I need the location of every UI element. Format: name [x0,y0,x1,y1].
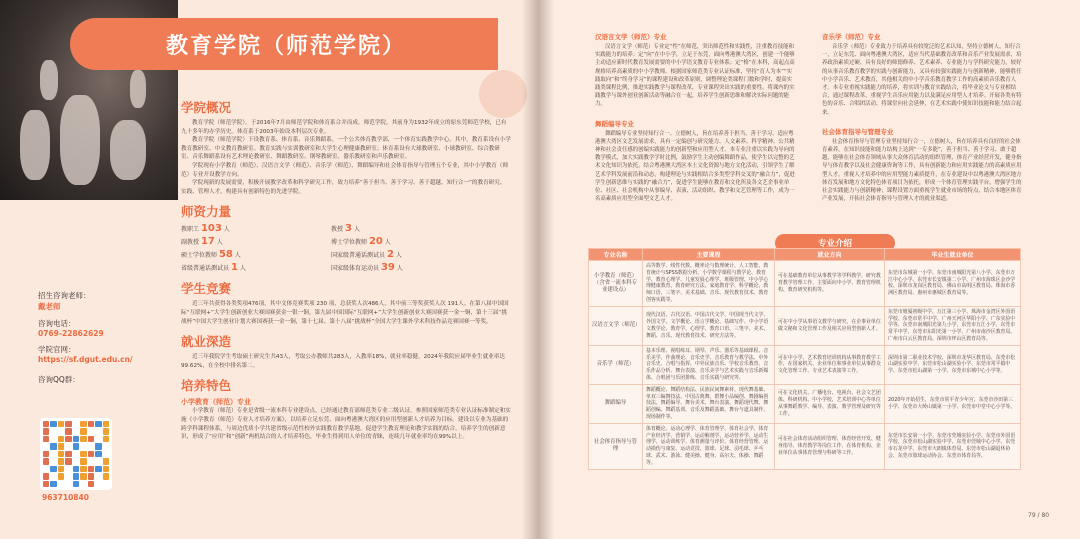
qr-module [43,473,49,479]
qr-module [50,451,56,457]
qr-module [73,466,79,472]
qq-number: 963710840 [42,493,89,502]
qr-module [43,436,49,442]
qr-module [50,421,56,427]
left-page [0,0,537,539]
qr-module [50,473,56,479]
employment-heading: 就业深造 [181,334,232,350]
career-cell: 可在中小学、艺术教育培训机构从事教育教学工作，在国家机关、企业单位和事业单位从事群众文化管理工作、专业艺术表演等工作。 [775,345,885,384]
page-number: 79 / 80 [1028,512,1050,519]
features-heading: 培养特色 [181,378,232,394]
features-text: 小学教育（师范）专业是省级一流本科专业建设点，已经通过教育部师范类专业二级认证，参照国家师范类专业认证标准制定和实施《小学教育（师范）专业人才培养方案》，以培养立足东莞、面向粤港澳大湾区的应用型创新人才培养为目标。建设以专业为基础的跨学科课程体系，与周边优质小学共建省级示范性校外实践教育教学基地，促进学生教育理论和教学实践的结合，培养学生的创新意识，形成了“应用”和“创新”两机结合的人才培养特色，毕业生得到用人单位的青睐，连续几年就业率均在99%以上。 [181,408,511,441]
career-cell: 可在文化机关、广播电台、电视台、社会文艺团体、科研机构、中小学校、艺术培训中心等单位从事舞蹈教学、编导、表演、教学管理及研究等工作。 [775,384,885,423]
overview-paragraph: 学院现有小学教育（师范）、汉语言文学（师范）、音乐学（师范）、舞蹈编导和社会体育指导与管理五个专业，其中小学教育（师范）专业开设教学方向。 [181,162,509,178]
title-banner [70,18,498,70]
employers-cell: 深圳市第二职业技术学校、深圳市龙华区教育局、东莞市松山湖实验中学、东莞市松山湖实验小学、东莞市常平镇中学、东莞市松山湖第一小学、东莞市东城中心小学等。 [885,345,1021,384]
qr-module [65,451,71,457]
major-name-cell: 社会体育指导与管理 [589,423,643,469]
qr-module [95,473,101,479]
stat-item: 国家级普通话测试员 2 人 [331,249,402,261]
qr-module [103,458,109,464]
major-heading: 社会体育指导与管理专业 [822,127,894,136]
qr-pattern [43,421,109,487]
qr-module [58,466,64,472]
overview-paragraph: 学院现新的发展需要，积极开展教学改革和科学研究工作，致力培养“善于担当、善于学习、善于超越、知行合一”的教育研究、实践、管理人才，构建具有创新特色的先进学院。 [181,180,506,195]
qr-module [88,473,94,479]
qr-module [95,436,101,442]
qr-module [58,428,64,434]
employment-text: 近三年我院学生考取硕士研究生共43人，考取公办教师共283人，入教率18%，就业率稳健，2024年我院应届毕业生就业率达99.62%，在全校中排名第二。 [181,354,505,369]
major-name-cell: 舞蹈编导 [589,384,643,423]
qr-module [50,466,56,472]
qr-module [58,451,64,457]
faculty-heading: 师资力量 [181,204,232,220]
qr-module [95,428,101,434]
qr-module [43,458,49,464]
qr-module [88,443,94,449]
contact-block [38,284,168,385]
phone-number[interactable]: 0769-22862629 [38,329,104,338]
table-row [589,306,1021,345]
career-cell: 可在基础教育单位从事教学等学科教学，研究教育教学管理工作，主要面向中小学、教育管理机构、教育研究机构等。 [775,261,885,307]
qr-module [103,451,109,457]
employers-cell: 东莞市东城第一小学、东莞市南城阳光第八小学、东莞市万江中心小学、东莞市长安镇第二小学、广州市海珠区金沙学校、深圳市龙岗区教育局、佛山市高明区教育局、珠海市香洲区教育局、惠州市惠城区教育局等。 [885,261,1021,307]
faculty-stats [181,223,511,273]
teacher-label: 招生咨询老师： [38,291,91,300]
qr-module [73,428,79,434]
qr-module [73,421,79,427]
qr-module [73,443,79,449]
overview-heading: 学院概况 [181,100,232,115]
qr-module [95,458,101,464]
qr-module [80,473,86,479]
qr-module [58,421,64,427]
qr-module [88,458,94,464]
qr-module [43,481,49,487]
competition-heading: 学生竞赛 [181,281,232,297]
majors-table-title: 专业介绍 [775,234,895,252]
career-cell: 可在社会体育活动组织管理、体育经营开发、健身指导、体育教学等岗位工作，在体育机构、企业单位从事体育管理与科研等工作。 [775,423,885,469]
courses-cell: 基本乐理、视唱练耳、钢琴、声乐、器乐等基础课程、音乐美学、作曲理论、音乐史学、音乐教育与教学法、中外音乐史、合唱与指挥、中外民族音乐、学校音乐教育、音乐作品分析、舞台表演、音乐美学与艺术实践与音乐新媒体、合唱团与乐团排练、音乐实践与研究等。 [643,345,775,384]
major-description: 社会体育指导与管理专业坚持知行合一，立德树人，旨在培养具有良好的社会体育素养，在知识技能和能力结构上达到“一专多能”，善于担当、善于学习、敢于超越，能够在社会体育领域从事大众体育活动的组织管理、体育产业经营开发，健身指导与体育教学以及社会健康咨询等工作，具有创新能力和应用实践能力的高素质应用型人才。重视人才培养中的应用型能力素质提升，在专业建设中以粤港澳大湾区地方体育发展和地方文化特色体育项目为依托，形成一个体育管理实践平台，增强学生的社会实践能力与创新精神；课程设置方面重视学生就业市场的特点，结合本地区体育产业发展，开拓社会体育指导与管理人才的就业渠道。 [822,138,1022,203]
right-column-right [822,24,1022,203]
qr-module [65,473,71,479]
qr-module [50,458,56,464]
qr-module [43,466,49,472]
qr-module [50,481,56,487]
qr-module [65,466,71,472]
qr-module [103,466,109,472]
qr-module [73,451,79,457]
courses-cell: 现代汉语、古代汉语、中国古代文学、中国现当代文学、外国文学、文学概论、语言学概论、基础写作、中小学语文教学论、教育学、心理学、教育口语、三笔字、美术、舞蹈、音乐、现代教育技术、研究方法等。 [643,306,775,345]
website-label: 学院官网： [38,345,76,354]
qr-code[interactable] [40,418,112,490]
qr-module [50,428,56,434]
qq-label: 咨询QQ群： [38,375,80,384]
table-header-row [589,249,1021,261]
features-subheading: 小学教育（师范）专业 [181,398,251,407]
qr-module [88,428,94,434]
qr-module [73,436,79,442]
major-description: 音乐学（师范）专业致力于培养具有较宽泛的艺术认知，坚持立德树人，知行合一，立足东莞、面向粤港澳大湾区，适应当代基础教育改革和音乐产业发展需求，培养政治素质过硬、具有良好的师德修养、艺术素养、专业能力与学科研究能力，较好的从事音乐教育教学的实践与创新能力，又具有较强实践能力与创新精神，能够胜任中小学音乐、艺术教育，其他相关的中小学音乐教育教学工作的高素质音乐教育人才。本专业重视实践能力的培养，将实训与教育实践结合，将毕业论文与专业相结合，通过课程改革，重视学生音乐应用能力以及满足应用型人才培养。开展各类有特色的音乐、合唱团活动、将课堂向社会延伸，在艺术实践中使知识技能和能力结合起来。 [822,44,1022,116]
teacher-name: 戴老师 [38,302,61,311]
qr-module [43,428,49,434]
column-header: 专业名称 [589,249,643,261]
website-link[interactable]: https://sf.dgut.edu.cn/ [38,355,133,364]
qr-module [88,436,94,442]
qr-module [88,421,94,427]
majors-table [588,248,1021,470]
qr-module [80,443,86,449]
qr-module [80,451,86,457]
stat-item: 博士学位教师 20 人 [331,236,391,248]
major-description: 汉语言文学（师范）专业定“性”在师范，突出师范性和实践性，注重教育技能和实践能力的培养；定“向”在中小学，立足于东莞，面向粤港澳大湾区，创建一个能够主动适应新时代教育发展需要的中小学语文教育专业体系；定“格”在本科，高起点高规格培养高素质的中小学教师。根据国家师范类专业认证标准，坚持“育人为本”“实践取向”和“终身学习”的课程建设和改革原则，调整理论类课程门数和学时，提高实践类课程比例，推进实践教学与课程改革，专业课程突出实践的重要性，将课内的实践教学与课外创业创新活动等融合在一起，培养学生创新思维和解决实际问题的能力。 [595,44,795,108]
qr-module [95,466,101,472]
qr-module [50,436,56,442]
major-heading: 汉语言文学（师范）专业 [595,33,667,41]
page-title: 教育学院（师范学院） [166,33,407,59]
qr-module [103,421,109,427]
qr-module [95,421,101,427]
qr-module [103,481,109,487]
qr-module [88,466,94,472]
qr-module [80,466,86,472]
qr-module [65,436,71,442]
qr-module [65,458,71,464]
right-column-left [595,24,797,203]
table-row [589,384,1021,423]
table-row [589,345,1021,384]
qr-module [95,481,101,487]
stat-item: 省级普通话测试员 1 人 [181,262,246,274]
qr-module [58,481,64,487]
qr-module [80,458,86,464]
qr-module [103,436,109,442]
qr-module [58,458,64,464]
major-name-cell: 音乐学（师范） [589,345,643,384]
qr-module [80,428,86,434]
courses-cell: 体育概论、运动心理学、体育管理学、体育社会学、体育产业经济学、营销学、运动解剖学、运动营养学、运动生理学、运动训练学、体育测量与评价、体育经营管理、运动损伤与康复、运动竞技、篮球、足球、羽毛球、乒乓球、武术、游泳、健美操、健身、高尔夫、体操、舞蹈等。 [643,423,775,469]
qr-module [88,451,94,457]
qr-module [95,443,101,449]
qr-module [80,421,86,427]
qr-module [65,443,71,449]
qr-module [58,443,64,449]
qr-module [73,481,79,487]
qr-module [65,481,71,487]
qr-module [73,458,79,464]
qr-module [43,443,49,449]
competition-text: 近三年共获得各类奖项476项，其中文体竞赛奖项 230 项，总获奖人次486人，其中前三等奖获奖人次 191人。在第八届中国国际“互联网+”大学生创新创业大赛国赛获金一银一铜，第九届中国国际“互联网+”大学生创新创业大赛国赛获一金一铜，第十三届“挑战杯”中国大学生创业计划大赛国赛获一金一铜，第十七届、第十八届“挑战杯”全国大学生课外学术科技作品竞赛国赛一等奖。 [181,301,509,325]
college-content [181,92,511,442]
overview-paragraph: 教育学院（师范学院）下设教育系、体育系、音乐舞蹈系，一个公共体育教学部，一个体育实践教学中心。其中，教育系设有小学教育教研室、中文教育教研室、教育实践与实训教研室和大学生心理健康教研室；体育系设有大球教研室、小球教研室、综合教研室、音乐舞蹈系设有艺术理论教研室、舞蹈教研室、钢琴教研室、器乐教研室和声乐教研室。 [181,137,511,161]
stat-item: 教授 3 人 [331,223,360,235]
column-header: 就业方向 [775,249,885,261]
qr-module [65,428,71,434]
table-row [589,423,1021,469]
qr-module [58,473,64,479]
qr-module [43,421,49,427]
major-name-cell: 汉语言文学（师范） [589,306,643,345]
stat-item: 国家级体育运动员 39 人 [331,262,403,274]
qr-module [88,481,94,487]
overview-paragraph: 教育学院（师范学院），于2016年7月由师范学院和体育系合并而成。师范学院，其前身为1932年成立的原东莞师范学校，已有九十多年的办学历史。体育系于2003年始设本科层次专业。 [181,120,507,135]
qr-module [80,481,86,487]
courses-cell: 舞蹈概论、舞蹈结构法、民族民间舞素材、现代舞基础、单双三编舞技法、中国古典舞、群舞小品编创、舞剧编创技法、舞蹈编导、舞台美术、舞台表演、舞蹈现代舞、舞蹈创编、舞蹈基训、音乐及舞蹈基础、舞台与道具制作、现场制作等。 [643,384,775,423]
qr-module [58,436,64,442]
major-name-cell: 小学教育（师范）（含省一流本科专业建设点） [589,261,643,307]
employers-cell: 东莞市塘厦初级中学、万江第三小学、珠海市金湾区外国语学校、东莞市常平中学、广州天河区华阳小学、广东实验中学等、东莞市南城阳光第九小学、东莞市万江小学、东莞市常平中学、东莞市东阳光第一小学、广州市南沙区教育局、广州市白云区教育局、深圳市坪山区教育局等。 [885,306,1021,345]
qr-module [95,451,101,457]
column-header: 主要课程 [643,249,775,261]
column-header: 毕业生就业单位 [885,249,1021,261]
table-row [589,261,1021,307]
stat-item: 硕士学位教师 58 人 [181,249,241,261]
major-heading: 舞蹈编导专业 [595,119,634,128]
qr-module [80,436,86,442]
qr-module [50,443,56,449]
qr-module [103,428,109,434]
qr-module [103,443,109,449]
qr-module [103,473,109,479]
major-heading: 音乐学（师范）专业 [822,33,881,41]
stat-item: 教职工 103 人 [181,223,230,235]
qr-module [65,421,71,427]
employers-cell: 东莞市长安第一小学、东莞市莞城实验小学、东莞市外国语学校、东莞市松山湖实验中学、东莞市莞城中心小学、东莞市石龙中学、东莞市大朗镇体育局、东莞市松山湖退休协会、东莞市篮球运动协会、东莞市体育局等。 [885,423,1021,469]
major-description: 舞蹈编导专业坚持知行合一、立德树人，旨在培养善于担当、善于学习、适应粤港澳大湾区文艺发展需求，具有一定编创与研究能力、人文素养、科学精神、公共精神和社会责任感的创编实践能力的创新型和应用型人才。本专业注重以实践为导向的教学模式，加大实践教学学时比例，鼓励学生主动创编舞蹈作品，使学生以完整的艺术文化知识为依托，结合粤港澳大湾区本土文化资源与地方文化活动，引领学生了解艺术学科发展前沿和动态，构建理论与实践相结合多类型学科交叉的“融合力”，促进学生创新思维与实践的“融合力”，促进学生能够在教育和文化所及各文艺企事业单位、社区、社会机构中从事编导、表演、活动组织、教学和文艺管理等工作，成为一名高素质应用型全面型文艺人才。 [595,130,795,203]
qr-module [73,473,79,479]
career-cell: 可在中小学从事语文教学与研究，在企事业单位做文秘和文化管理工作及相关应用型创新人才。 [775,306,885,345]
courses-cell: 高等数学、线性代数、概率论与数理统计、人工智能、教育统计与SPSS数据分析、小学数学课程与教学论、教育学、教育心理学、儿童发展心理学、班级管理、中小学心理健康教育、教育研究方法、家庭教育学、科学概论、教师口语、三笔字、美术基础、音乐、现代教育技术、教育创客实践等。 [643,261,775,307]
qr-module [43,451,49,457]
stat-item: 副教授 17 人 [181,236,223,248]
phone-label: 咨询电话： [38,319,76,328]
employers-cell: 2020年开始招生，东莞市常平青少年宫、东莞市沙田第三小学、东莞市大岭山镇第一小学、东莞市中堂中心小学等。 [885,384,1021,423]
